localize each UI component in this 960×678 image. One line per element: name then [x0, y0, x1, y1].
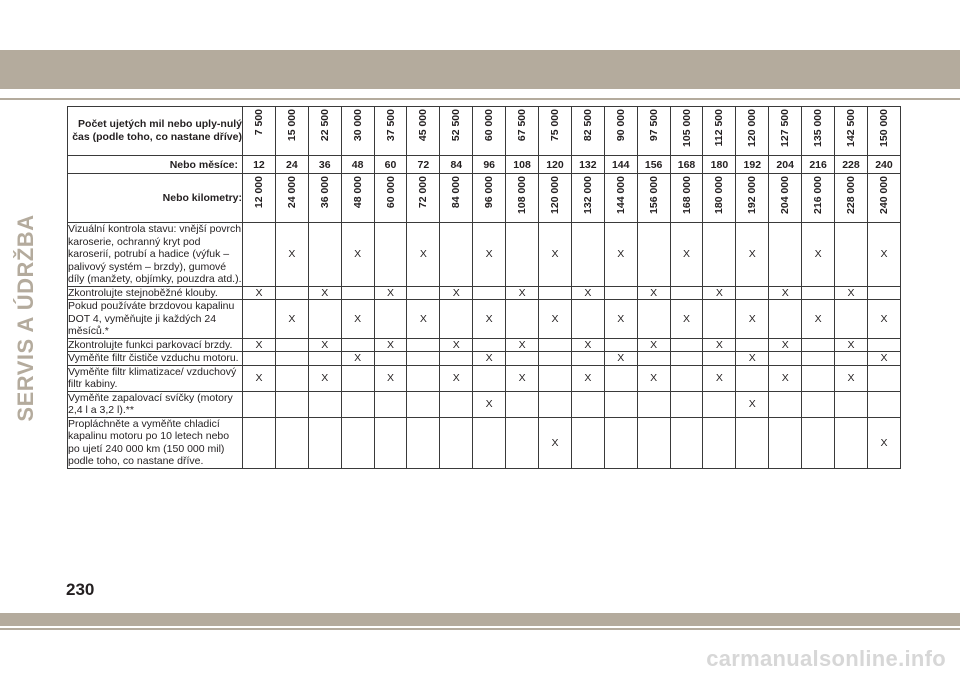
km-value: 216 000: [812, 176, 825, 214]
service-mark: X: [440, 286, 473, 300]
section-title: SERVIS A ÚDRŽBA: [13, 214, 38, 422]
service-mark: [604, 286, 637, 300]
miles-header-cell: [506, 107, 539, 156]
miles-header-cell: [308, 107, 341, 156]
top-stripe: [0, 50, 960, 89]
maintenance-schedule-table: [67, 106, 901, 469]
km-header-cell: [506, 174, 539, 223]
service-mark: X: [243, 338, 276, 352]
miles-header-cell: [275, 107, 308, 156]
service-mark: [867, 365, 900, 391]
km-value: 12 000: [252, 176, 265, 209]
service-mark: [440, 417, 473, 468]
service-mark: [703, 352, 736, 366]
service-row: [68, 286, 901, 300]
km-header-cell: [571, 174, 604, 223]
miles-value: 45 000: [417, 109, 430, 142]
service-mark: [637, 391, 670, 417]
service-mark: X: [637, 286, 670, 300]
service-mark: [736, 286, 769, 300]
service-mark: X: [440, 338, 473, 352]
service-mark: X: [867, 300, 900, 339]
service-mark: [835, 417, 868, 468]
km-header-cell: [243, 174, 276, 223]
km-value: 24 000: [285, 176, 298, 209]
service-row: [68, 365, 901, 391]
service-mark: X: [473, 300, 506, 339]
miles-value: 67 500: [516, 109, 529, 142]
service-item-text: Vyměňte zapalovací svíčky (motory 2,4 l a 3,2 l).**: [68, 391, 243, 417]
service-mark: X: [802, 300, 835, 339]
months-value: 228: [835, 156, 868, 174]
km-header-cell: [769, 174, 802, 223]
km-value: 156 000: [647, 176, 660, 214]
service-mark: [604, 338, 637, 352]
service-mark: [867, 391, 900, 417]
service-mark: [769, 223, 802, 287]
months-value: 180: [703, 156, 736, 174]
km-header-cell: [440, 174, 473, 223]
months-label: Nebo měsíce:: [68, 156, 243, 174]
km-header-cell: [637, 174, 670, 223]
service-mark: [473, 338, 506, 352]
km-header-row: [68, 174, 901, 223]
months-value: 216: [802, 156, 835, 174]
service-mark: [407, 365, 440, 391]
service-mark: X: [539, 417, 572, 468]
service-mark: [308, 352, 341, 366]
service-mark: [243, 223, 276, 287]
service-mark: X: [736, 223, 769, 287]
service-mark: [802, 286, 835, 300]
service-mark: [802, 365, 835, 391]
service-item-text: Vyměňte filtr klimatizace/ vzduchový filtr kabiny.: [68, 365, 243, 391]
months-value: 168: [670, 156, 703, 174]
service-mark: [670, 286, 703, 300]
service-mark: X: [341, 352, 374, 366]
months-value: 108: [506, 156, 539, 174]
service-mark: [604, 365, 637, 391]
miles-value: 120 000: [746, 109, 759, 147]
service-mark: X: [604, 223, 637, 287]
service-mark: [506, 300, 539, 339]
service-mark: [407, 417, 440, 468]
service-mark: [539, 365, 572, 391]
miles-value: 22 500: [318, 109, 331, 142]
miles-value: 37 500: [384, 109, 397, 142]
service-mark: X: [506, 286, 539, 300]
service-mark: [341, 365, 374, 391]
service-mark: [308, 391, 341, 417]
service-row: [68, 338, 901, 352]
km-header-cell: [407, 174, 440, 223]
months-value: 60: [374, 156, 407, 174]
miles-value: 97 500: [647, 109, 660, 142]
service-mark: [308, 417, 341, 468]
km-header-cell: [703, 174, 736, 223]
service-mark: [637, 352, 670, 366]
service-mark: [374, 223, 407, 287]
service-mark: [670, 338, 703, 352]
service-mark: [243, 300, 276, 339]
service-mark: X: [308, 365, 341, 391]
miles-value: 82 500: [581, 109, 594, 142]
service-mark: [440, 223, 473, 287]
months-value: 156: [637, 156, 670, 174]
service-item-text: Zkontrolujte stejnoběžné klouby.: [68, 286, 243, 300]
service-mark: X: [835, 338, 868, 352]
service-mark: X: [703, 365, 736, 391]
months-value: 192: [736, 156, 769, 174]
miles-header-cell: [736, 107, 769, 156]
service-mark: [275, 338, 308, 352]
service-mark: X: [473, 352, 506, 366]
service-mark: X: [473, 223, 506, 287]
km-header-cell: [341, 174, 374, 223]
months-value: 24: [275, 156, 308, 174]
miles-header-cell: [835, 107, 868, 156]
service-mark: X: [571, 286, 604, 300]
miles-header-cell: [407, 107, 440, 156]
service-mark: [736, 417, 769, 468]
service-row: [68, 223, 901, 287]
service-row: [68, 417, 901, 468]
km-header-cell: [835, 174, 868, 223]
service-mark: [670, 352, 703, 366]
service-item-text: Vyměňte filtr čističe vzduchu motoru.: [68, 352, 243, 366]
service-mark: [539, 286, 572, 300]
service-mark: X: [275, 300, 308, 339]
miles-header-cell: [341, 107, 374, 156]
service-mark: [802, 338, 835, 352]
service-mark: X: [243, 286, 276, 300]
service-mark: [275, 286, 308, 300]
service-mark: X: [670, 223, 703, 287]
service-mark: [374, 391, 407, 417]
months-value: 240: [867, 156, 900, 174]
months-header-row: [68, 156, 901, 174]
service-item-text: Pokud používáte brzdovou kapalinu DOT 4, vyměňujte ji každých 24 měsíců.*: [68, 300, 243, 339]
months-value: 144: [604, 156, 637, 174]
months-value: 72: [407, 156, 440, 174]
service-mark: [835, 300, 868, 339]
service-item-text: Zkontrolujte funkci parkovací brzdy.: [68, 338, 243, 352]
service-mark: [308, 223, 341, 287]
miles-header-cell: [604, 107, 637, 156]
service-mark: [703, 417, 736, 468]
bottom-rule: [0, 628, 960, 630]
miles-value: 7 500: [252, 109, 265, 136]
service-mark: [571, 352, 604, 366]
months-value: 36: [308, 156, 341, 174]
service-mark: [670, 365, 703, 391]
service-mark: [604, 391, 637, 417]
service-mark: X: [341, 300, 374, 339]
miles-header-cell: [867, 107, 900, 156]
km-header-cell: [473, 174, 506, 223]
service-mark: [637, 300, 670, 339]
service-mark: [341, 338, 374, 352]
service-mark: [637, 417, 670, 468]
miles-value: 112 500: [713, 109, 726, 147]
miles-header-cell: [440, 107, 473, 156]
miles-header-cell: [374, 107, 407, 156]
service-mark: [407, 391, 440, 417]
miles-value: 60 000: [483, 109, 496, 142]
service-mark: X: [341, 223, 374, 287]
service-mark: X: [275, 223, 308, 287]
km-value: 180 000: [713, 176, 726, 214]
service-mark: X: [407, 223, 440, 287]
miles-header-cell: [802, 107, 835, 156]
service-mark: [374, 352, 407, 366]
service-mark: [769, 391, 802, 417]
service-mark: X: [835, 365, 868, 391]
top-rule: [0, 98, 960, 100]
service-mark: [506, 417, 539, 468]
service-mark: X: [835, 286, 868, 300]
service-item-text: Vizuální kontrola stavu: vnější povrch karoserie, ochranný kryt pod karoserií, potrubí a hadice (výfuk – palivový systém – brzdy), gumové díly (manžety, objímky, pouzdra atd.).: [68, 223, 242, 285]
service-mark: X: [769, 338, 802, 352]
km-value: 72 000: [417, 176, 430, 209]
km-header-cell: [374, 174, 407, 223]
service-mark: X: [243, 365, 276, 391]
service-mark: [506, 391, 539, 417]
miles-value: 30 000: [351, 109, 364, 142]
service-mark: X: [604, 352, 637, 366]
km-header-cell: [308, 174, 341, 223]
km-label: Nebo kilometry:: [68, 174, 243, 223]
km-header-cell: [670, 174, 703, 223]
service-mark: X: [736, 352, 769, 366]
service-mark: [835, 391, 868, 417]
service-mark: [506, 352, 539, 366]
km-header-cell: [539, 174, 572, 223]
service-mark: X: [374, 286, 407, 300]
miles-header-cell: [539, 107, 572, 156]
service-mark: [539, 352, 572, 366]
months-value: 84: [440, 156, 473, 174]
miles-header-cell: [670, 107, 703, 156]
miles-value: 135 000: [812, 109, 825, 147]
miles-value: 52 500: [450, 109, 463, 142]
page-number: 230: [66, 580, 95, 599]
service-mark: [374, 417, 407, 468]
km-value: 108 000: [516, 176, 529, 214]
service-mark: [835, 223, 868, 287]
service-mark: X: [407, 300, 440, 339]
service-mark: [473, 286, 506, 300]
service-mark: X: [867, 417, 900, 468]
km-value: 144 000: [614, 176, 627, 214]
service-mark: X: [637, 338, 670, 352]
watermark: carmanualsonline.info: [706, 646, 946, 671]
km-value: 192 000: [746, 176, 759, 214]
service-item-text: Propláchněte a vyměňte chladicí kapalinu motoru po 10 letech nebo po ujetí 240 000 km (150 000 mil) podle toho, co nastane dříve.: [68, 417, 243, 468]
service-mark: X: [506, 338, 539, 352]
service-mark: [571, 300, 604, 339]
service-mark: X: [703, 338, 736, 352]
miles-value: 127 500: [779, 109, 792, 147]
service-mark: [440, 352, 473, 366]
months-value: 120: [539, 156, 572, 174]
service-mark: [571, 223, 604, 287]
miles-value: 142 500: [844, 109, 857, 147]
service-mark: [670, 391, 703, 417]
miles-header-cell: [769, 107, 802, 156]
miles-value: 105 000: [680, 109, 693, 147]
service-mark: [407, 286, 440, 300]
service-mark: X: [571, 338, 604, 352]
service-mark: [243, 391, 276, 417]
service-mark: [703, 391, 736, 417]
service-mark: [769, 300, 802, 339]
service-mark: [473, 365, 506, 391]
service-mark: X: [571, 365, 604, 391]
miles-value: 150 000: [877, 109, 890, 147]
km-header-cell: [275, 174, 308, 223]
service-mark: [275, 365, 308, 391]
service-row: [68, 391, 901, 417]
service-mark: [867, 338, 900, 352]
service-mark: [835, 352, 868, 366]
service-mark: [407, 352, 440, 366]
service-mark: [769, 417, 802, 468]
service-mark: [736, 338, 769, 352]
service-mark: X: [637, 365, 670, 391]
miles-header-cell: [637, 107, 670, 156]
service-mark: [341, 417, 374, 468]
miles-header-cell: [473, 107, 506, 156]
months-value: 132: [571, 156, 604, 174]
km-value: 36 000: [318, 176, 331, 209]
service-mark: [769, 352, 802, 366]
service-mark: [867, 286, 900, 300]
service-mark: [539, 338, 572, 352]
service-mark: [440, 391, 473, 417]
months-value: 48: [341, 156, 374, 174]
service-mark: X: [440, 365, 473, 391]
km-value: 48 000: [351, 176, 364, 209]
service-mark: X: [539, 223, 572, 287]
km-value: 204 000: [779, 176, 792, 214]
service-mark: X: [506, 365, 539, 391]
km-value: 132 000: [581, 176, 594, 214]
months-value: 204: [769, 156, 802, 174]
top-band: [0, 0, 960, 50]
service-mark: [473, 417, 506, 468]
service-mark: X: [670, 300, 703, 339]
km-value: 120 000: [548, 176, 561, 214]
service-mark: [604, 417, 637, 468]
service-mark: X: [473, 391, 506, 417]
km-header-cell: [802, 174, 835, 223]
service-mark: X: [867, 223, 900, 287]
service-mark: [736, 365, 769, 391]
service-row: [68, 300, 901, 339]
service-mark: [539, 391, 572, 417]
km-value: 60 000: [384, 176, 397, 209]
service-mark: [802, 352, 835, 366]
miles-header-cell: [703, 107, 736, 156]
service-mark: [243, 417, 276, 468]
km-value: 228 000: [844, 176, 857, 214]
km-header-cell: [867, 174, 900, 223]
service-mark: X: [867, 352, 900, 366]
miles-value: 15 000: [285, 109, 298, 142]
km-header-cell: [604, 174, 637, 223]
service-mark: X: [769, 365, 802, 391]
service-mark: X: [308, 286, 341, 300]
miles-header-cell: [243, 107, 276, 156]
service-mark: [243, 352, 276, 366]
service-mark: [571, 417, 604, 468]
service-mark: X: [308, 338, 341, 352]
km-value: 96 000: [483, 176, 496, 209]
km-header-cell: [736, 174, 769, 223]
service-mark: [703, 300, 736, 339]
service-mark: [341, 286, 374, 300]
service-mark: [670, 417, 703, 468]
service-mark: [506, 223, 539, 287]
km-value: 168 000: [680, 176, 693, 214]
service-mark: [637, 223, 670, 287]
km-value: 240 000: [877, 176, 890, 214]
service-mark: [374, 300, 407, 339]
service-mark: [275, 391, 308, 417]
miles-header-row: [68, 107, 901, 156]
miles-value: 90 000: [614, 109, 627, 142]
service-mark: X: [769, 286, 802, 300]
service-mark: X: [374, 338, 407, 352]
service-mark: [407, 338, 440, 352]
service-mark: X: [736, 391, 769, 417]
service-mark: X: [539, 300, 572, 339]
service-mark: X: [604, 300, 637, 339]
service-mark: [802, 391, 835, 417]
service-mark: [571, 391, 604, 417]
service-mark: X: [703, 286, 736, 300]
miles-header-cell: [571, 107, 604, 156]
service-mark: [308, 300, 341, 339]
service-mark: [802, 417, 835, 468]
km-value: 84 000: [450, 176, 463, 209]
service-mark: [275, 352, 308, 366]
service-mark: X: [802, 223, 835, 287]
service-mark: [703, 223, 736, 287]
service-mark: X: [736, 300, 769, 339]
service-mark: [341, 391, 374, 417]
miles-label: Počet ujetých mil nebo uply-nulý čas (podle toho, co nastane dříve): [68, 107, 243, 156]
service-mark: [440, 300, 473, 339]
months-value: 96: [473, 156, 506, 174]
months-value: 12: [243, 156, 276, 174]
miles-value: 75 000: [548, 109, 561, 142]
service-mark: X: [374, 365, 407, 391]
service-mark: [275, 417, 308, 468]
bottom-stripe: [0, 613, 960, 626]
service-row: [68, 352, 901, 366]
